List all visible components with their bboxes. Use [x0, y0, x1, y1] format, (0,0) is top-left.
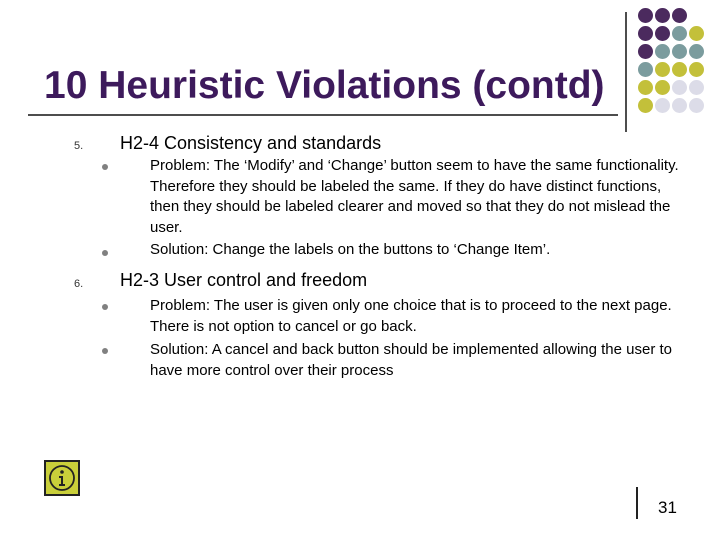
bullet-label: Solution: [150, 241, 209, 258]
section-heading: H2-3 User control and freedom [120, 270, 368, 290]
bullet-icon [102, 304, 108, 310]
decorative-dot [638, 98, 653, 113]
decorative-dot [672, 44, 687, 59]
decorative-dot [655, 8, 670, 23]
decorative-dot [638, 62, 653, 77]
decorative-dot [672, 26, 687, 41]
decorative-dot [689, 44, 704, 59]
page-number: 31 [658, 498, 677, 517]
bullet-body: The ‘Modify’ and ‘Change’ button seem to have the same functionality. Therefore they should be labeled the same. If they do have distinct functions, then they should be labeled clearer and moved so that they do not mislead the user. [150, 157, 679, 236]
section-number: 6. [74, 278, 84, 290]
decorative-dot [689, 26, 704, 41]
decorative-dot-grid [638, 8, 720, 128]
bullet-text [150, 340, 690, 381]
bullet-icon [102, 348, 108, 354]
decorative-dot [672, 62, 687, 77]
decorative-dot [672, 98, 687, 113]
decorative-dot [638, 80, 653, 95]
decorative-dot [655, 80, 670, 95]
decorative-dot [638, 8, 653, 23]
title-underline [28, 114, 618, 116]
vertical-divider [625, 12, 627, 132]
decorative-dot [655, 26, 670, 41]
decorative-dot [672, 80, 687, 95]
page-number-divider [636, 487, 638, 519]
info-button[interactable] [44, 460, 80, 496]
bullet-label: Problem: [150, 157, 211, 174]
bullet-body: The user is given only one choice that is to proceed to the next page. There is not option to cancel or go back. [150, 297, 672, 335]
bullet-label: Problem: [150, 297, 211, 314]
bullet-text [150, 240, 690, 261]
decorative-dot [638, 44, 653, 59]
bullet-text [150, 156, 690, 238]
section-heading: H2-4 Consistency and standards [120, 133, 382, 153]
decorative-dot [689, 62, 704, 77]
bullet-text [150, 296, 690, 337]
decorative-dot [655, 62, 670, 77]
info-icon [46, 462, 78, 494]
bullet-icon [102, 250, 108, 256]
slide-title: 10 Heuristic Violations (contd) [44, 64, 605, 107]
decorative-dot [689, 80, 704, 95]
section-number: 5. [74, 140, 84, 152]
decorative-dot [638, 26, 653, 41]
decorative-dot [689, 98, 704, 113]
decorative-dot [672, 8, 687, 23]
bullet-icon [102, 164, 108, 170]
decorative-dot [655, 44, 670, 59]
bullet-body: A cancel and back button should be implemented allowing the user to have more control over their process [150, 341, 673, 379]
bullet-body: Change the labels on the buttons to ‘Change Item’. [208, 241, 551, 258]
decorative-dot [655, 98, 670, 113]
bullet-label: Solution: [150, 341, 209, 358]
